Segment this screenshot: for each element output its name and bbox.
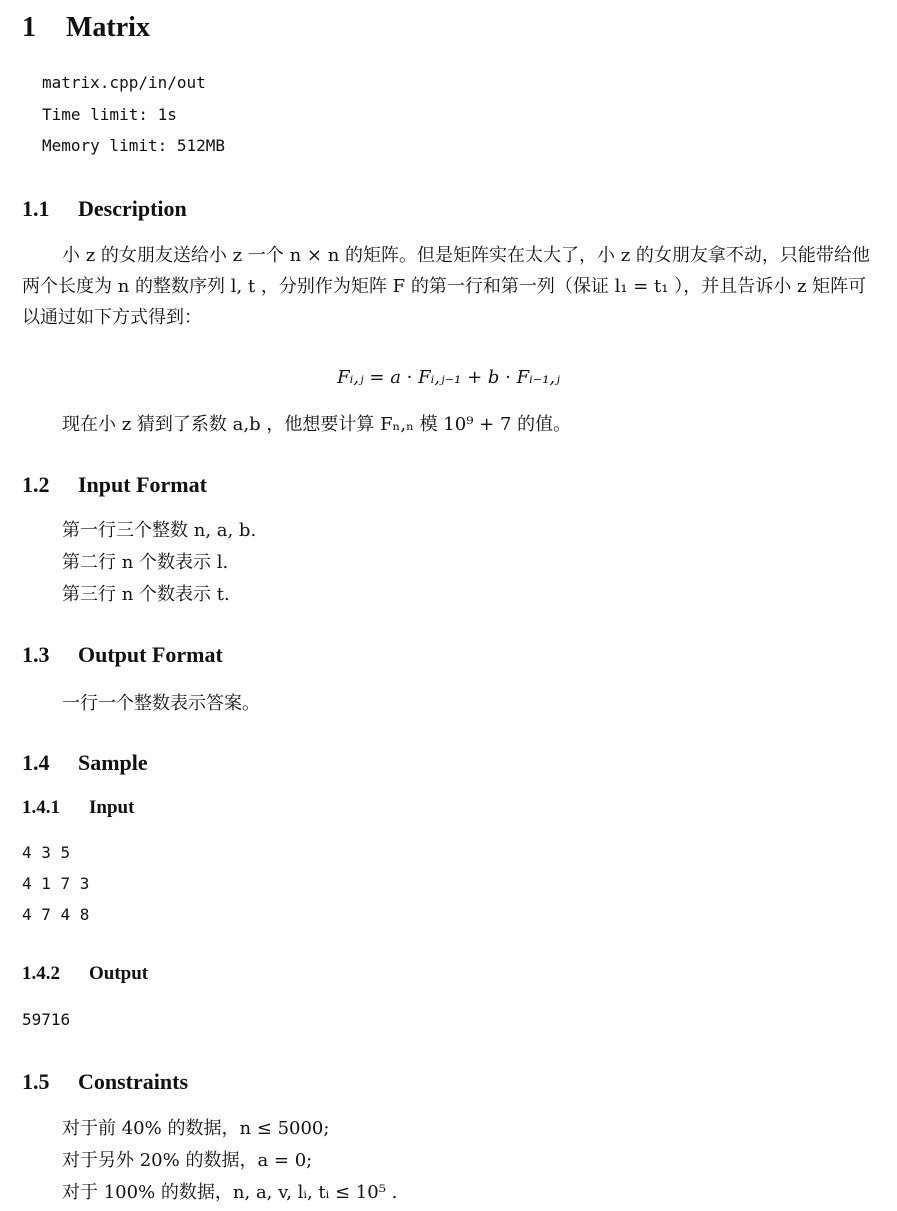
input-format-line: 第一行三个整数 n, a, b. [62,520,257,541]
constraint-line: 对于前 40% 的数据，n ≤ 5000; [62,1118,330,1139]
section-heading-description [22,196,187,222]
description-after: 现在小 z 猜到了系数 a,b ，他想要计算 Fₙ,ₙ 模 10⁹ + 7 的值。 [62,414,572,435]
section-number: 1.5 [22,1069,50,1094]
constraint-line: 对于 100% 的数据，n, a, v, lᵢ, tᵢ ≤ 10⁵ . [62,1182,398,1203]
title-text: Matrix [66,12,150,43]
meta-time-limit: Time limit: 1s [42,105,177,124]
subsection-title: Output [89,963,149,984]
subsection-heading-sample-output [22,963,148,985]
section-heading-sample [22,750,148,776]
section-title: Constraints [78,1069,189,1094]
description-paragraph: 小 z 的女朋友送给小 z 一个 n × n 的矩阵。但是矩阵实在太大了，小 z 的女朋友拿不动，只能带给他两个长度为 n 的整数序列 l, t ，分别作为矩阵 F 的第一行和第一列（保证 l₁ = t₁ ），并且告诉小 z 矩阵可以通过如下方式得到： [22,245,870,328]
section-heading-output-format [22,642,223,668]
subsection-title: Input [89,797,135,818]
sample-input-line: 4 3 5 [22,843,71,862]
sample-input-line: 4 7 4 8 [22,905,90,924]
section-title: Output Format [78,642,223,667]
meta-memory-limit: Memory limit: 512MB [42,136,226,155]
sample-output-line: 59716 [22,1010,71,1029]
sample-input-line: 4 1 7 3 [22,874,90,893]
section-title: Input Format [78,472,207,497]
meta-file: matrix.cpp/in/out [42,73,206,92]
subsection-heading-sample-input [22,797,134,819]
subsection-number: 1.4.1 [22,797,60,818]
section-number: 1.1 [22,196,50,221]
output-format-line: 一行一个整数表示答案。 [62,693,260,714]
section-number: 1.2 [22,472,50,497]
section-heading-input-format [22,472,207,498]
section-title: Sample [78,750,148,775]
section-heading-constraints [22,1069,188,1095]
section-title: Description [78,196,187,221]
input-format-line: 第三行 n 个数表示 t. [62,584,230,605]
section-number: 1.3 [22,642,50,667]
section-number: 1.4 [22,750,50,775]
title-number: 1 [22,12,36,43]
subsection-number: 1.4.2 [22,963,60,984]
constraint-line: 对于另外 20% 的数据，a = 0; [62,1150,313,1171]
page-title [22,12,150,44]
recurrence-formula: Fᵢ,ⱼ = a · Fᵢ,ⱼ₋₁ + b · Fᵢ₋₁,ⱼ [337,367,560,388]
input-format-line: 第二行 n 个数表示 l. [62,552,229,573]
